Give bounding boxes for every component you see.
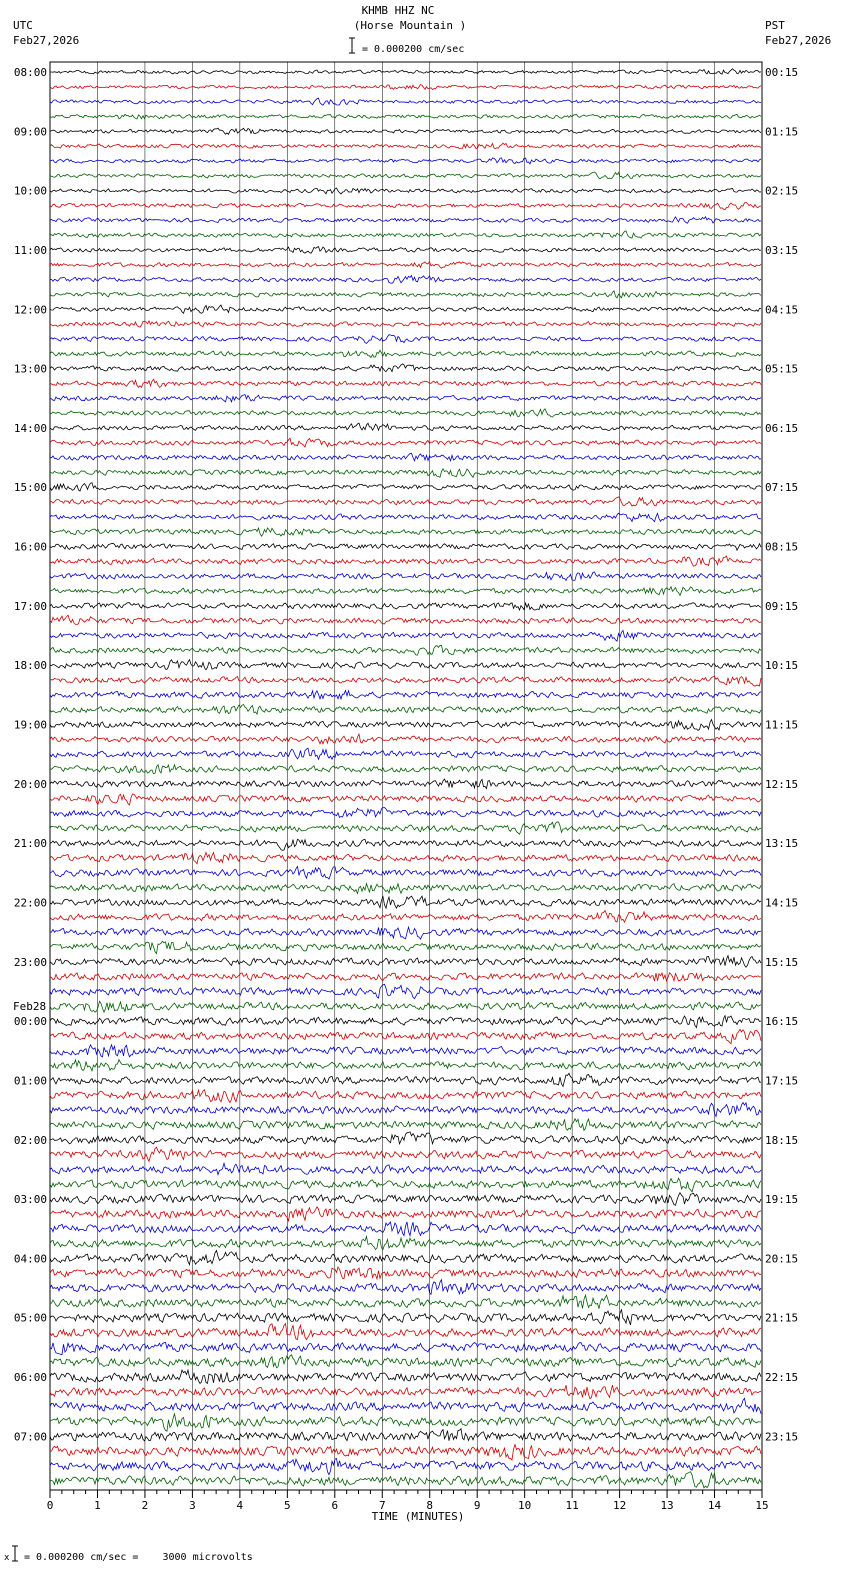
pst-hour-label: 07:15 — [765, 481, 799, 495]
utc-hour-label: 23:00 — [13, 955, 47, 969]
trace-group — [50, 69, 761, 1488]
utc-hour-label: 21:00 — [13, 837, 47, 851]
seismic-trace — [50, 1193, 761, 1206]
station-location: (Horse Mountain ) — [353, 19, 467, 32]
seismic-trace — [50, 291, 761, 298]
seismic-trace — [50, 1445, 761, 1460]
seismic-trace — [50, 543, 761, 550]
x-tick-label: 7 — [378, 1499, 386, 1512]
seismic-trace — [50, 1163, 761, 1174]
seismic-trace — [50, 1147, 761, 1161]
seismic-trace — [50, 497, 761, 506]
x-tick-label: 5 — [284, 1499, 291, 1512]
utc-date-change-label: Feb28 — [13, 1000, 47, 1014]
footer-scale-note: = 0.000200 cm/sec = 3000 microvolts — [24, 1552, 253, 1563]
seismic-trace — [50, 748, 761, 759]
seismic-trace — [50, 720, 761, 731]
seismic-trace — [50, 453, 761, 461]
utc-hour-label: 00:00 — [13, 1015, 47, 1029]
x-axis — [47, 1490, 769, 1512]
x-tick-label: 12 — [612, 1499, 627, 1512]
seismic-trace — [50, 911, 761, 923]
x-tick-label: 6 — [331, 1499, 339, 1512]
seismic-trace — [50, 660, 761, 670]
seismic-trace — [50, 956, 761, 968]
seismic-trace — [50, 1207, 761, 1221]
utc-hour-label: 02:00 — [13, 1133, 47, 1147]
seismic-trace — [50, 85, 761, 90]
seismic-trace — [50, 1237, 761, 1250]
utc-hour-label: 12:00 — [13, 303, 47, 317]
utc-hour-label: 09:00 — [13, 125, 47, 139]
utc-hour-label: 20:00 — [13, 777, 47, 791]
pst-hour-label: 04:15 — [765, 303, 799, 317]
seismic-trace — [50, 645, 761, 655]
seismic-trace — [50, 1355, 761, 1368]
seismic-trace — [50, 483, 761, 491]
pst-hour-label: 17:15 — [765, 1074, 799, 1088]
seismic-trace — [50, 1073, 761, 1086]
seismic-trace — [50, 1090, 761, 1103]
seismic-trace — [50, 98, 761, 105]
footer — [4, 1546, 253, 1563]
seismic-trace — [50, 1222, 761, 1236]
pst-hour-label: 12:15 — [765, 777, 799, 791]
x-tick-label: 11 — [565, 1499, 579, 1512]
seismic-trace — [50, 1251, 761, 1265]
seismic-trace — [50, 276, 761, 284]
pst-hour-labels — [765, 66, 798, 1443]
seismic-trace — [50, 128, 761, 134]
seismic-trace — [50, 973, 761, 981]
seismic-trace — [50, 705, 761, 715]
pst-hour-label: 09:15 — [765, 599, 799, 613]
seismic-trace — [50, 69, 761, 74]
seismic-trace — [50, 572, 761, 581]
pst-hour-label: 06:15 — [765, 421, 799, 435]
seismic-trace — [50, 262, 761, 269]
seismic-trace — [50, 438, 761, 447]
x-tick-label: 1 — [94, 1499, 101, 1512]
minute-gridlines — [97, 62, 714, 1490]
x-tick-label: 0 — [46, 1499, 54, 1512]
seismic-trace — [50, 839, 761, 850]
seismic-trace — [50, 1472, 761, 1488]
pst-hour-label: 01:15 — [765, 125, 799, 139]
x-tick-label: 10 — [518, 1499, 532, 1512]
seismic-trace — [50, 1310, 761, 1325]
seismic-trace — [50, 364, 761, 372]
seismic-trace — [50, 114, 761, 119]
seismic-trace — [50, 615, 761, 624]
footer-marker: x — [4, 1553, 10, 1563]
utc-hour-labels — [13, 66, 47, 1443]
seismic-trace — [50, 941, 761, 953]
seismic-trace — [50, 335, 761, 344]
seismic-trace — [50, 765, 761, 774]
seismic-trace — [50, 158, 761, 164]
seismic-trace — [50, 172, 761, 179]
utc-hour-label: 22:00 — [13, 896, 47, 910]
seismic-trace — [50, 794, 761, 805]
utc-hour-label: 03:00 — [13, 1193, 47, 1207]
pst-hour-label: 14:15 — [765, 896, 799, 910]
x-tick-label: 15 — [755, 1499, 769, 1512]
seismic-trace — [50, 217, 761, 223]
seismic-trace — [50, 1342, 761, 1354]
seismic-trace — [50, 231, 761, 238]
seismic-trace — [50, 896, 761, 908]
left-date-label: Feb27,2026 — [13, 34, 80, 47]
pst-hour-label: 16:15 — [765, 1015, 799, 1029]
seismic-trace — [50, 423, 761, 431]
seismic-trace — [50, 808, 761, 818]
seismic-trace — [50, 866, 761, 879]
x-tick-label: 2 — [141, 1499, 149, 1512]
pst-hour-label: 22:15 — [765, 1371, 799, 1385]
x-tick-label: 13 — [660, 1499, 674, 1512]
utc-hour-label: 18:00 — [13, 659, 47, 673]
x-tick-label: 3 — [189, 1499, 196, 1512]
utc-hour-label: 16:00 — [13, 540, 47, 554]
utc-hour-label: 06:00 — [13, 1371, 47, 1385]
pst-hour-label: 15:15 — [765, 955, 799, 969]
pst-hour-label: 18:15 — [765, 1133, 799, 1147]
seismic-trace — [50, 691, 761, 699]
seismic-trace — [50, 603, 761, 610]
seismic-trace — [50, 853, 761, 864]
utc-hour-label: 05:00 — [13, 1311, 47, 1325]
utc-hour-label: 08:00 — [13, 66, 47, 79]
seismic-trace — [50, 779, 761, 789]
utc-hour-label: 15:00 — [13, 481, 47, 495]
seismic-trace — [50, 1295, 761, 1309]
x-tick-label: 4 — [236, 1499, 244, 1512]
utc-hour-label: 01:00 — [13, 1074, 47, 1088]
seismic-trace — [50, 1398, 761, 1413]
seismic-trace — [50, 1119, 761, 1131]
plot-frame — [50, 62, 762, 1490]
seismic-trace — [50, 631, 761, 642]
seismic-trace — [50, 528, 761, 536]
seismic-trace — [50, 1029, 761, 1043]
seismic-trace — [50, 469, 761, 478]
utc-hour-label: 04:00 — [13, 1252, 47, 1266]
seismic-trace — [50, 1280, 761, 1295]
left-zone-label: UTC — [13, 19, 33, 32]
seismic-trace — [50, 513, 761, 521]
seismic-trace — [50, 1001, 761, 1012]
pst-hour-label: 00:15 — [765, 66, 799, 79]
right-date-label: Feb27,2026 — [765, 34, 832, 47]
seismic-trace — [50, 379, 761, 387]
seismic-trace — [50, 1016, 761, 1028]
utc-hour-label: 11:00 — [13, 243, 47, 257]
utc-hour-label: 07:00 — [13, 1430, 47, 1444]
seismic-trace — [50, 1414, 761, 1431]
x-axis-title: TIME (MINUTES) — [371, 1510, 465, 1523]
seismic-trace — [50, 1459, 761, 1475]
x-tick-label: 9 — [473, 1499, 481, 1512]
header — [13, 4, 831, 55]
seismic-trace — [50, 202, 761, 209]
station-title: KHMB HHZ NC — [361, 4, 435, 17]
seismic-trace — [50, 305, 761, 313]
utc-hour-label: 14:00 — [13, 421, 47, 435]
scale-bar-icon — [349, 38, 355, 53]
seismic-trace — [50, 984, 761, 998]
pst-hour-label: 19:15 — [765, 1193, 799, 1207]
utc-hour-label: 17:00 — [13, 599, 47, 613]
seismic-trace — [50, 1060, 761, 1071]
pst-hour-label: 10:15 — [765, 659, 799, 673]
seismic-trace — [50, 734, 761, 744]
seismic-trace — [50, 1385, 761, 1399]
seismic-trace — [50, 556, 761, 566]
seismic-trace — [50, 1267, 761, 1279]
footer-scale-bar-icon — [12, 1546, 18, 1561]
seismic-trace — [50, 927, 761, 939]
pst-hour-label: 20:15 — [765, 1252, 799, 1266]
seismic-trace — [50, 676, 761, 686]
scale-label: = 0.000200 cm/sec — [362, 44, 465, 55]
x-tick-label: 14 — [707, 1499, 722, 1512]
seismic-trace — [50, 1370, 761, 1383]
utc-hour-label: 13:00 — [13, 362, 47, 376]
pst-hour-label: 21:15 — [765, 1311, 799, 1325]
right-zone-label: PST — [765, 19, 785, 32]
seismic-trace — [50, 822, 761, 834]
seismic-trace — [50, 1132, 761, 1144]
pst-hour-label: 13:15 — [765, 837, 799, 851]
pst-hour-label: 05:15 — [765, 362, 799, 376]
pst-hour-label: 23:15 — [765, 1430, 799, 1444]
seismic-trace — [50, 395, 761, 402]
seismic-trace — [50, 1429, 761, 1441]
pst-hour-label: 03:15 — [765, 243, 799, 257]
seismic-trace — [50, 188, 761, 194]
seismic-trace — [50, 1324, 761, 1340]
seismic-trace — [50, 321, 761, 327]
seismic-trace — [50, 884, 761, 894]
x-tick-label: 8 — [426, 1499, 434, 1512]
utc-hour-label: 10:00 — [13, 184, 47, 198]
pst-hour-label: 11:15 — [765, 718, 799, 732]
utc-hour-label: 19:00 — [13, 718, 47, 732]
seismic-trace — [50, 1178, 761, 1192]
pst-hour-label: 02:15 — [765, 184, 799, 198]
seismic-trace — [50, 1045, 761, 1057]
seismic-trace — [50, 409, 761, 417]
seismic-trace — [50, 1103, 761, 1117]
pst-hour-label: 08:15 — [765, 540, 799, 554]
seismic-trace — [50, 350, 761, 357]
seismic-trace — [50, 587, 761, 596]
seismic-trace — [50, 143, 761, 149]
seismic-trace — [50, 247, 761, 254]
